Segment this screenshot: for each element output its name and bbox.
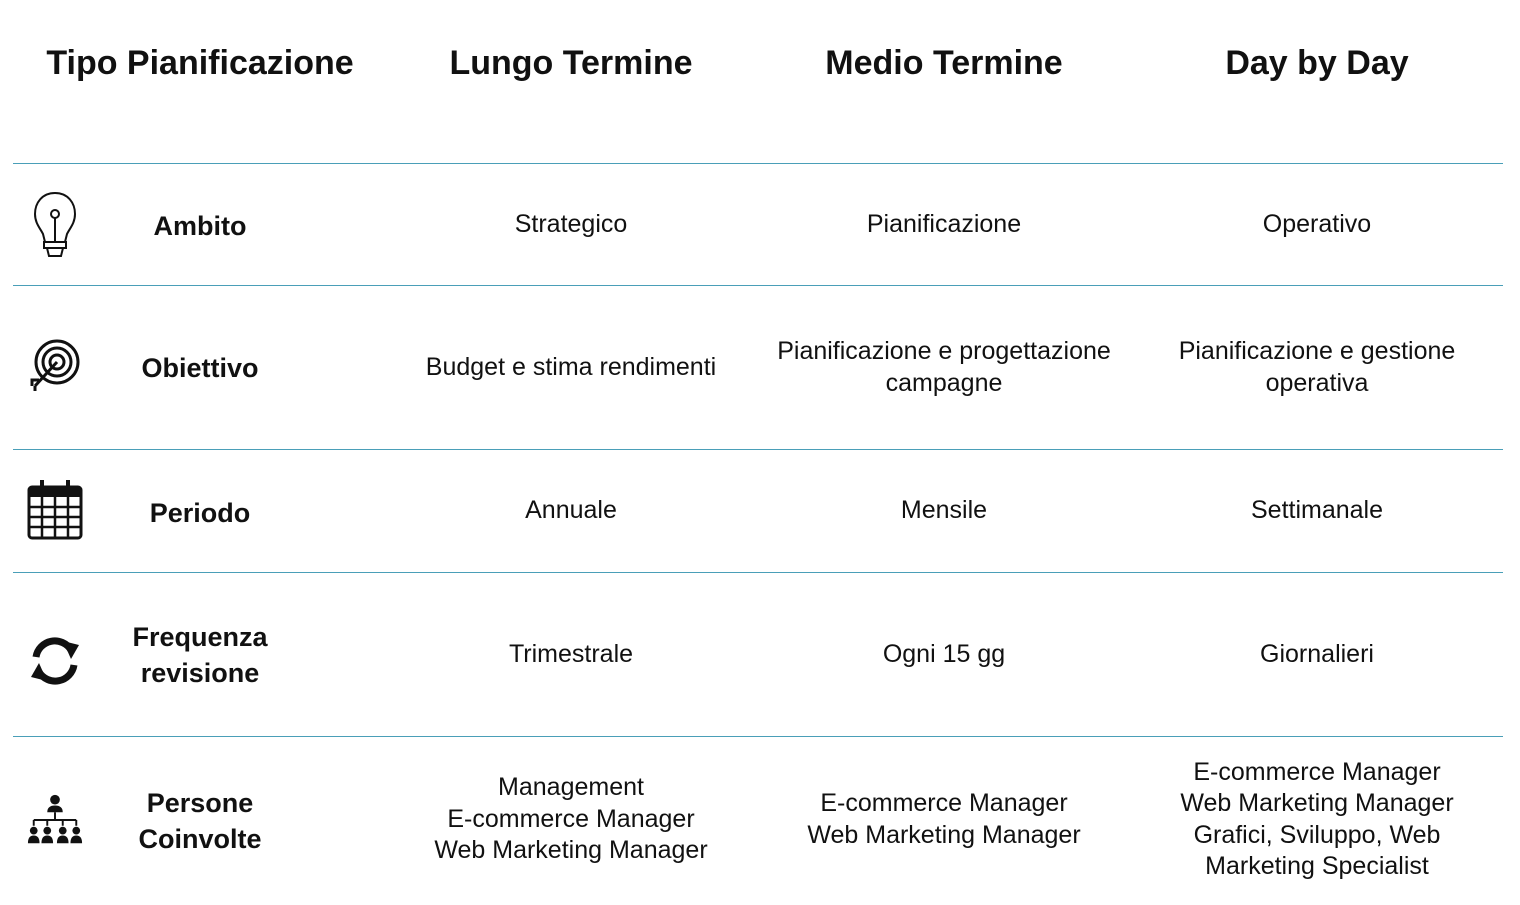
- cell-medio-termine: Ogni 15 gg: [882, 639, 1006, 668]
- cell-day-by-day: Giornalieri: [1260, 639, 1374, 668]
- cell-day-by-day: Settimanale: [1250, 496, 1384, 525]
- row-label: Periodo: [149, 498, 251, 528]
- table-row-ambito: [0, 164, 1520, 285]
- header-lungo-termine: Lungo Termine: [449, 43, 693, 82]
- header-tipo-pianificazione: Tipo Pianificazione: [46, 43, 354, 82]
- org-chart-icon: [26, 789, 84, 851]
- header-day-by-day: Day by Day: [1225, 43, 1409, 82]
- cell-medio-termine: Mensile: [900, 496, 988, 525]
- lightbulb-icon: [26, 190, 84, 262]
- target-icon: [26, 336, 84, 396]
- header-medio-termine: Medio Termine: [825, 43, 1063, 82]
- calendar-icon: [26, 477, 84, 541]
- row-label: Persone Coinvolte: [138, 788, 262, 854]
- cell-lungo-termine: Budget e stima rendimenti: [425, 352, 717, 381]
- cell-medio-termine: E-commerce Manager Web Marketing Manager: [807, 789, 1081, 849]
- table-row-frequenza-revisione: [0, 573, 1520, 736]
- cell-medio-termine: Pianificazione: [866, 209, 1022, 238]
- cell-lungo-termine: Strategico: [514, 209, 628, 238]
- row-label: Ambito: [153, 211, 247, 241]
- table-row-periodo: [0, 450, 1520, 572]
- refresh-icon: [26, 631, 84, 691]
- cell-lungo-termine: Trimestrale: [508, 639, 634, 668]
- cell-day-by-day: Pianificazione e gestione operativa: [1178, 337, 1456, 397]
- cell-medio-termine: Pianificazione e progettazione campagne: [777, 337, 1111, 397]
- table-row-obiettivo: [0, 286, 1520, 449]
- cell-day-by-day: E-commerce Manager Web Marketing Manager Grafici, Sviluppo, Web Marketing Specialist: [1180, 757, 1454, 880]
- row-label: Obiettivo: [141, 352, 259, 383]
- cell-day-by-day: Operativo: [1262, 209, 1372, 238]
- cell-lungo-termine: Annuale: [525, 496, 617, 525]
- cell-lungo-termine: Management E-commerce Manager Web Marketing Manager: [434, 773, 708, 865]
- row-label: Frequenza revisione: [132, 621, 268, 688]
- table-row-persone-coinvolte: [0, 737, 1520, 902]
